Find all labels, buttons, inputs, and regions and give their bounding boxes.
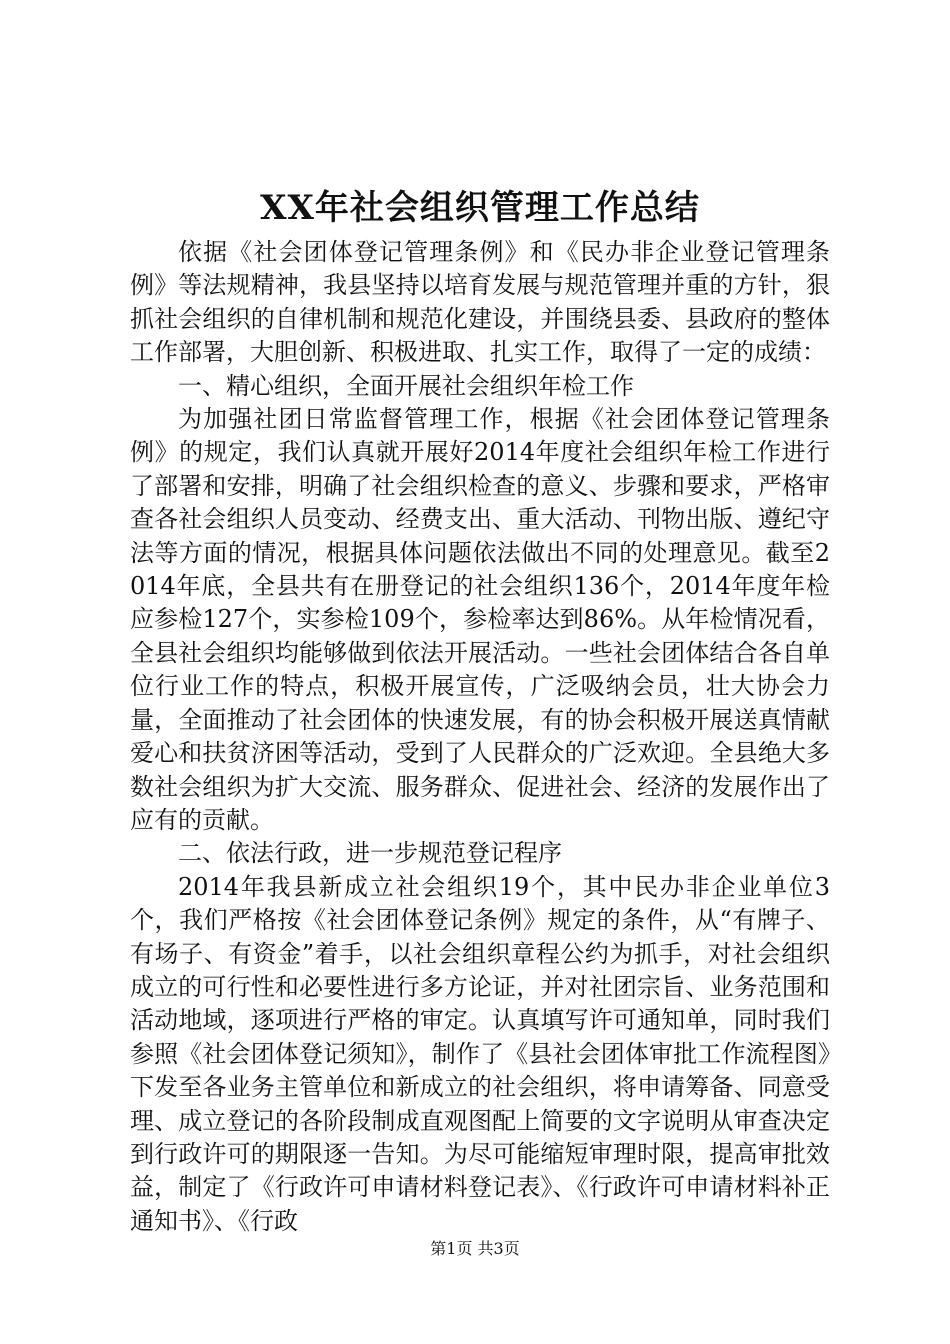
section-heading-2: 二、依法行政，进一步规范登记程序 [178,839,562,868]
section-heading-1: 一、精心组织，全面开展社会组织年检工作 [178,371,634,400]
intro-paragraph: 依据《社会团体登记管理条例》和《民办非企业登记管理条例》等法规精神，我县坚持以培育发展与规范管理并重的方针，狠抓社会组织的自律机制和规范化建设，并围绕县委、县政府的整体工作部署，大胆创新、积极进取、扎实工作，取得了一定的成绩： [130,238,830,367]
document-body [130,236,830,1238]
document-title: XX年社会组织管理工作总结 [260,188,700,228]
section-1-paragraph: 为加强社团日常监督管理工作，根据《社会团体登记管理条例》的规定，我们认真就开展好2014年度社会组织年检工作进行了部署和安排，明确了社会组织检查的意义、步骤和要求，严格审查各社会组织人员变动、经费支出、重大活动、刊物出版、遵纪守法等方面的情况，根据具体问题依法做出不同的处理意见。截至2014年底，全县共有在册登记的社会组织136个，2014年度年检应参检127个，实参检109个，参检率达到86%。从年检情况看，全县社会组织均能够做到依法开展活动。一些社会团体结合各自单位行业工作的特点，积极开展宣传，广泛吸纳会员，壮大协会力量，全面推动了社会团体的快速发展，有的协会积极开展送真情献爱心和扶贫济困等活动，受到了人民群众的广泛欢迎。全县绝大多数社会组织为扩大交流、服务群众、促进社会、经济的发展作出了应有的贡献。 [130,405,830,834]
section-2-paragraph: 2014年我县新成立社会组织19个，其中民办非企业单位3个，我们严格按《社会团体登记条例》规定的条件，从“有牌子、有场子、有资金”着手，以社会组织章程公约为抓手，对社会组织成立的可行性和必要性进行多方论证，并对社团宗旨、业务范围和活动地域，逐项进行严格的审定。认真填写许可通知单，同时我们参照《社会团体登记须知》，制作了《县社会团体审批工作流程图》下发至各业务主管单位和新成立的社会组织，将申请筹备、同意受理、成立登记的各阶段制成直观图配上简要的文字说明从审查决定到行政许可的期限逐一告知。为尽可能缩短审理时限，提高审批效益，制定了《行政许可申请材料登记表》、《行政许可申请材料补正通知书》、《行政 [130,872,830,1235]
page-number-footer: 第1页 共3页 [430,1239,520,1258]
